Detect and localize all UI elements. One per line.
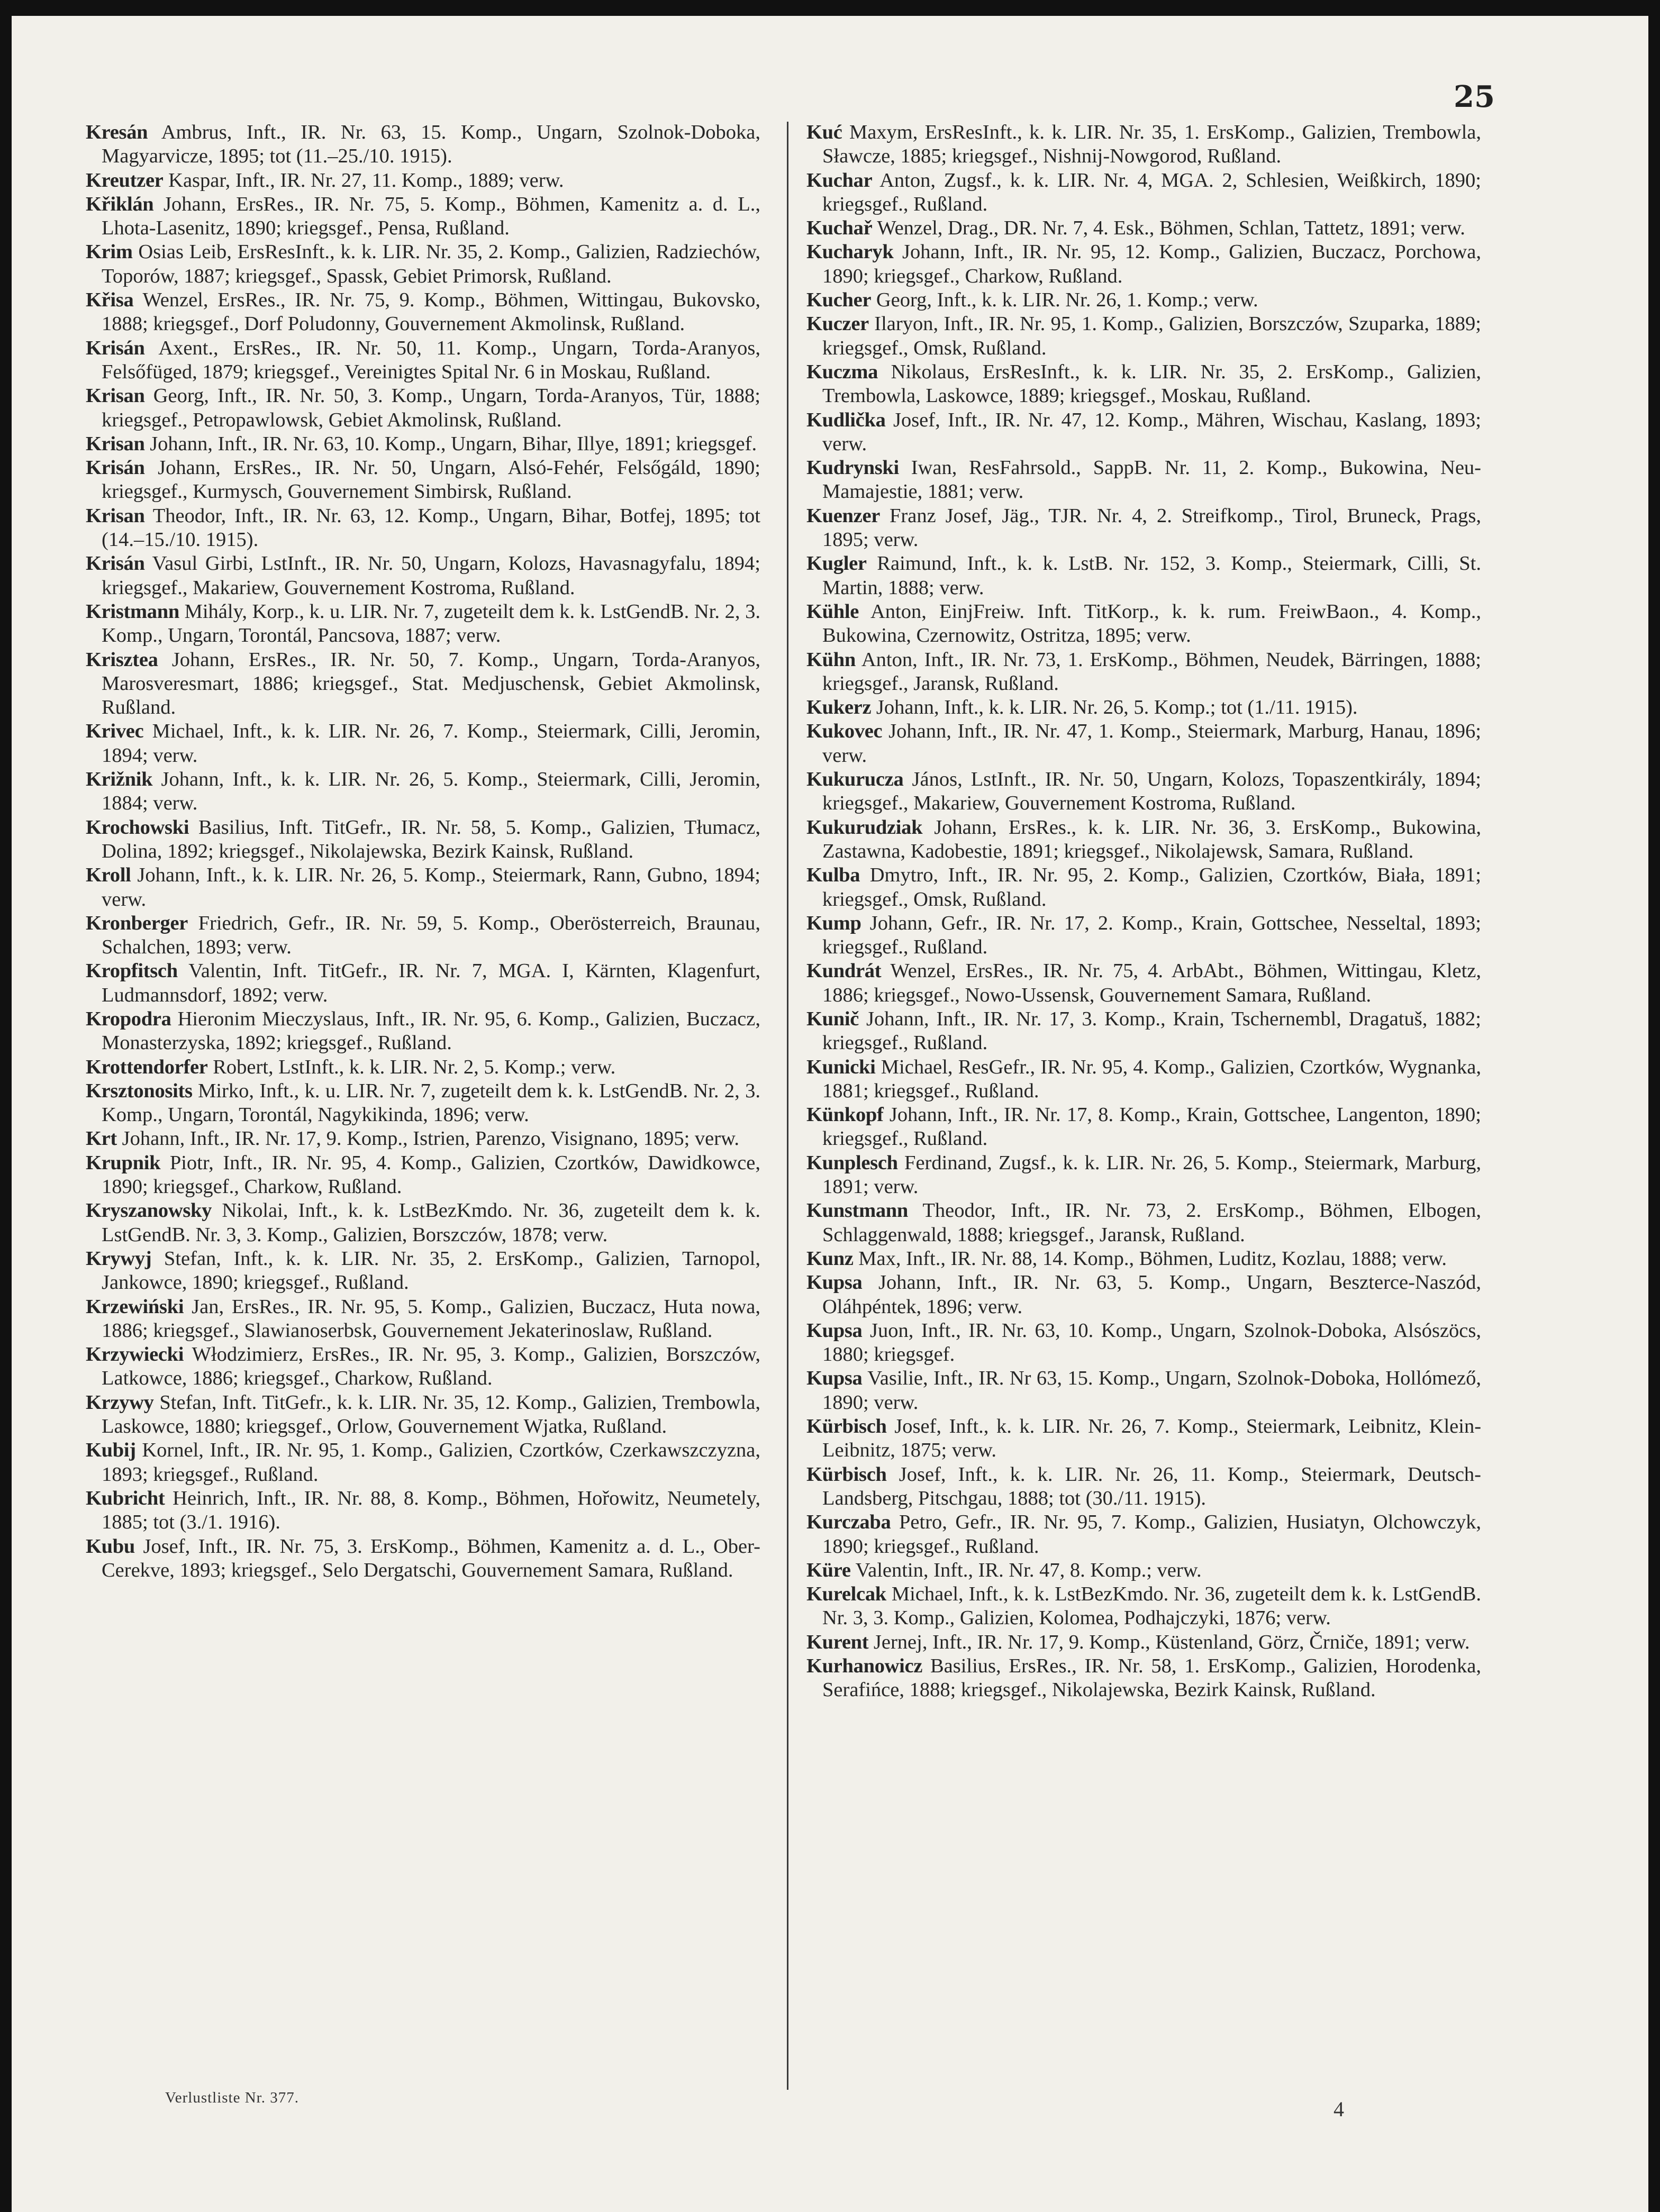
entry-surname: Kukerz xyxy=(806,696,872,719)
list-entry xyxy=(806,696,1481,720)
list-entry xyxy=(806,456,1481,504)
entry-details: Friedrich, Gefr., IR. Nr. 59, 5. Komp., Oberösterreich, Braunau, Schalchen, 1893; verw. xyxy=(102,912,761,959)
document-page xyxy=(12,16,1648,2212)
entry-details: Josef, Inft., k. k. LIR. Nr. 26, 11. Komp., Steiermark, Deutsch-Landsberg, Pitschgau, 1888; tot (30./11. 1915). xyxy=(822,1463,1481,1509)
entry-surname: Kryszanowsky xyxy=(86,1199,212,1222)
entry-details: Johann, Inft., k. k. LIR. Nr. 26, 5. Komp., Steiermark, Rann, Gubno, 1894; verw. xyxy=(102,864,761,911)
list-entry xyxy=(86,504,760,552)
entry-details: Ferdinand, Zugsf., k. k. LIR. Nr. 26, 5. Komp., Steiermark, Marburg, 1891; verw. xyxy=(822,1151,1481,1198)
list-entry xyxy=(806,1510,1481,1559)
footer-issue-label: Verlustliste Nr. 377. xyxy=(165,2089,299,2106)
entry-details: Michael, Inft., k. k. LIR. Nr. 26, 7. Komp., Steiermark, Cilli, Jeromin, 1894; verw. xyxy=(102,720,761,767)
entry-surname: Krisan xyxy=(86,504,145,527)
entry-details: Michael, ResGefr., IR. Nr. 95, 4. Komp., Galizien, Czortków, Wygnanka, 1881; kriegsgef., Rußland. xyxy=(822,1055,1481,1102)
entry-details: Nikolai, Inft., k. k. LstBezKmdo. Nr. 36, zugeteilt dem k. k. LstGendB. Nr. 3, 3. Komp., Galizien, Borszczów, 1878; verw. xyxy=(102,1199,760,1246)
entry-details: Theodor, Inft., IR. Nr. 73, 2. ErsKomp., Böhmen, Elbogen, Schlaggenwald, 1888; kriegsgef., Jaransk, Rußland. xyxy=(822,1199,1482,1246)
entry-details: Wenzel, Drag., DR. Nr. 7, 4. Esk., Böhmen, Schlan, Tattetz, 1891; verw. xyxy=(877,217,1465,240)
entry-details: Osias Leib, ErsResInft., k. k. LIR. Nr. 35, 2. Komp., Galizien, Radziechów, Toporów, 1887; kriegsgef., Spassk, Gebiet Primorsk, Rußland. xyxy=(102,241,760,287)
entry-details: Theodor, Inft., IR. Nr. 63, 12. Komp., Ungarn, Bihar, Botfej, 1895; tot (14.–15./10. 1915). xyxy=(102,504,761,551)
list-entry xyxy=(806,1103,1481,1151)
entry-details: Johann, Inft., IR. Nr. 63, 10. Komp., Ungarn, Bihar, Illye, 1891; kriegsgef. xyxy=(150,432,757,455)
entry-surname: Kuć xyxy=(806,121,842,143)
list-entry xyxy=(806,959,1481,1007)
entry-surname: Kürbisch xyxy=(806,1463,887,1486)
entry-surname: Kubij xyxy=(86,1439,136,1462)
entry-details: Dmytro, Inft., IR. Nr. 95, 2. Komp., Galizien, Czortków, Biała, 1891; kriegsgef., Omsk, Rußland. xyxy=(822,864,1482,911)
entry-surname: Kühn xyxy=(806,648,856,671)
entry-surname: Kropfitsch xyxy=(86,960,178,982)
entry-details: Stefan, Inft. TitGefr., k. k. LIR. Nr. 35, 12. Komp., Galizien, Trembowla, Laskowce, 1880; kriegsgef., Orlow, Gouvernement Wjatka, Rußland. xyxy=(102,1391,760,1438)
entry-surname: Künkopf xyxy=(806,1104,884,1126)
entry-details: Johann, Inft., IR. Nr. 17, 9. Komp., Istrien, Parenzo, Visignano, 1895; verw. xyxy=(122,1127,740,1150)
entry-details: János, LstInft., IR. Nr. 50, Ungarn, Kolozs, Topaszentkirály, 1894; kriegsgef., Makariew, Gouvernement Kostroma, Rußland. xyxy=(822,768,1482,815)
entry-details: Ilaryon, Inft., IR. Nr. 95, 1. Komp., Galizien, Borszczów, Szuparka, 1889; kriegsgef., Omsk, Rußland. xyxy=(822,313,1481,359)
list-entry xyxy=(806,1415,1481,1463)
entry-details: Johann, Inft., IR. Nr. 47, 1. Komp., Steiermark, Marburg, Hanau, 1896; verw. xyxy=(822,720,1481,767)
list-entry xyxy=(86,1199,760,1247)
list-entry xyxy=(86,288,760,336)
list-entry xyxy=(86,432,760,456)
entry-surname: Kudlička xyxy=(806,408,886,431)
entry-details: Kaspar, Inft., IR. Nr. 27, 11. Komp., 1889; verw. xyxy=(168,169,564,192)
entry-surname: Kurelcak xyxy=(806,1583,886,1606)
entry-details: Anton, Inft., IR. Nr. 73, 1. ErsKomp., Böhmen, Neudek, Bärringen, 1888; kriegsgef., Jaransk, Rußland. xyxy=(822,648,1481,695)
entry-details: Hieronim Mieczyslaus, Inft., IR. Nr. 95, 6. Komp., Galizien, Buczacz, Monasterzyska, 1892; kriegsgef., Rußland. xyxy=(102,1007,760,1054)
list-entry xyxy=(806,504,1481,552)
entry-details: Johann, Inft., k. k. LIR. Nr. 26, 5. Komp.; tot (1./11. 1915). xyxy=(876,696,1358,719)
list-entry xyxy=(86,768,760,816)
entry-details: Basilius, Inft. TitGefr., IR. Nr. 58, 5. Komp., Galizien, Tłumacz, Dolina, 1892; kriegsgef., Nikolajewska, Bezirk Kainsk, Rußland. xyxy=(102,816,760,862)
entry-details: Jan, ErsRes., IR. Nr. 95, 5. Komp., Galizien, Buczacz, Huta nowa, 1886; kriegsgef., Slawianoserbsk, Gouvernement Jekaterinoslaw, Rußland. xyxy=(102,1295,761,1342)
entry-surname: Krsztonosits xyxy=(86,1079,193,1102)
left-column xyxy=(86,121,760,1582)
entry-surname: Kurczaba xyxy=(806,1511,891,1534)
column-divider xyxy=(787,122,788,2090)
entry-details: Juon, Inft., IR. Nr. 63, 10. Komp., Ungarn, Szolnok-Doboka, Alsószöcs, 1880; kriegsgef. xyxy=(822,1319,1482,1366)
entry-surname: Kupsa xyxy=(806,1367,863,1390)
list-entry xyxy=(806,1055,1481,1104)
entry-surname: Kropodra xyxy=(86,1007,171,1030)
entry-details: Mihály, Korp., k. u. LIR. Nr. 7, zugeteilt dem k. k. LstGendB. Nr. 2, 3. Komp., Ungarn, Torontál, Pancsova, 1887; verw. xyxy=(102,600,760,647)
list-entry xyxy=(806,288,1481,312)
entry-surname: Kresán xyxy=(86,121,148,143)
entry-details: Johann, Inft., k. k. LIR. Nr. 26, 5. Komp., Steiermark, Cilli, Jeromin, 1884; verw. xyxy=(102,768,760,815)
list-entry xyxy=(86,959,760,1007)
entry-surname: Kunicki xyxy=(806,1055,876,1078)
list-entry xyxy=(86,863,760,912)
entry-details: Axent., ErsRes., IR. Nr. 50, 11. Komp., Ungarn, Torda-Aranyos, Felsőfüged, 1879; kriegsgef., Vereinigtes Spital Nr. 6 in Moskau, Rußland. xyxy=(102,336,760,383)
entry-details: Johann, ErsRes., IR. Nr. 75, 5. Komp., Böhmen, Kamenitz a. d. L., Lhota-Lasenitz, 1890; kriegsgef., Pensa, Rußland. xyxy=(102,193,760,240)
entry-details: Jernej, Inft., IR. Nr. 17, 9. Komp., Küstenland, Görz, Črniče, 1891; verw. xyxy=(873,1631,1470,1653)
entry-details: Valentin, Inft., IR. Nr. 47, 8. Komp.; verw. xyxy=(855,1559,1202,1581)
list-entry xyxy=(806,240,1481,288)
list-entry xyxy=(806,312,1481,360)
list-entry xyxy=(86,600,760,648)
list-entry xyxy=(86,169,760,193)
entry-surname: Krisztea xyxy=(86,648,158,671)
entry-surname: Krisan xyxy=(86,385,145,407)
entry-surname: Kugler xyxy=(806,552,867,575)
list-entry xyxy=(806,1319,1481,1367)
entry-surname: Kronberger xyxy=(86,912,188,934)
entry-details: Georg, Inft., k. k. LIR. Nr. 26, 1. Komp.; verw. xyxy=(876,289,1258,312)
entry-surname: Kukovec xyxy=(806,720,883,743)
entry-details: Petro, Gefr., IR. Nr. 95, 7. Komp., Galizien, Husiatyn, Olchowczyk, 1890; kriegsgef., Rußland. xyxy=(822,1511,1482,1558)
list-entry xyxy=(86,121,760,169)
entry-surname: Kubu xyxy=(86,1535,135,1558)
entry-surname: Kürbisch xyxy=(806,1415,887,1438)
list-entry xyxy=(806,1247,1481,1271)
list-entry xyxy=(86,1151,760,1199)
list-entry xyxy=(86,240,760,288)
entry-details: Johann, Gefr., IR. Nr. 17, 2. Komp., Krain, Gottschee, Nesseltal, 1893; kriegsgef., Rußland. xyxy=(822,912,1482,959)
entry-surname: Křiklán xyxy=(86,193,154,215)
entry-details: Heinrich, Inft., IR. Nr. 88, 8. Komp., Böhmen, Hořowitz, Neumetely, 1885; tot (3./1. 1916). xyxy=(102,1487,761,1534)
list-entry xyxy=(86,384,760,432)
entry-details: Wenzel, ErsRes., IR. Nr. 75, 9. Komp., Böhmen, Wittingau, Bukovsko, 1888; kriegsgef., Dorf Poludonny, Gouvernement Akmolinsk, Rußland. xyxy=(102,289,761,335)
entry-surname: Krupnik xyxy=(86,1151,161,1174)
entry-surname: Kundrát xyxy=(806,960,882,982)
entry-details: Johann, ErsRes., k. k. LIR. Nr. 36, 3. ErsKomp., Bukowina, Zastawna, Kadobestie, 1891; kriegsgef., Nikolajewsk, Samara, Rußland. xyxy=(822,816,1482,862)
entry-details: Vasilie, Inft., IR. Nr 63, 15. Komp., Ungarn, Szolnok-Doboka, Hollómező, 1890; verw. xyxy=(822,1367,1481,1414)
entry-surname: Kurhanowicz xyxy=(806,1655,923,1677)
entry-surname: Kucher xyxy=(806,289,872,312)
entry-surname: Kulba xyxy=(806,864,860,887)
entry-surname: Kuczer xyxy=(806,313,869,335)
entry-details: Mirko, Inft., k. u. LIR. Nr. 7, zugeteilt dem k. k. LstGendB. Nr. 2, 3. Komp., Ungarn, Torontál, Nagykikinda, 1896; verw. xyxy=(102,1079,760,1126)
entry-details: Vasul Girbi, LstInft., IR. Nr. 50, Ungarn, Kolozs, Havasnagyfalu, 1894; kriegsgef., Makariew, Gouvernement Kostroma, Rußland. xyxy=(102,552,760,599)
list-entry xyxy=(86,336,760,385)
entry-surname: Krywyj xyxy=(86,1247,152,1270)
list-entry xyxy=(806,912,1481,960)
entry-surname: Krisán xyxy=(86,552,145,575)
entry-details: Johann, ErsRes., IR. Nr. 50, Ungarn, Alsó-Fehér, Felsőgáld, 1890; kriegsgef., Kurmysch, Gouvernement Simbirsk, Rußland. xyxy=(102,457,761,503)
entry-details: Włodzimierz, ErsRes., IR. Nr. 95, 3. Komp., Galizien, Borszczów, Latkowce, 1886; kriegsgef., Charkow, Rußland. xyxy=(102,1343,760,1390)
list-entry xyxy=(806,768,1481,816)
entry-details: Stefan, Inft., k. k. LIR. Nr. 35, 2. ErsKomp., Galizien, Tarnopol, Jankowce, 1890; kriegsgef., Rußland. xyxy=(102,1247,761,1294)
entry-surname: Kunz xyxy=(806,1247,854,1270)
entry-details: Piotr, Inft., IR. Nr. 95, 4. Komp., Galizien, Czortków, Dawidkowce, 1890; kriegsgef., Charkow, Rußland. xyxy=(102,1151,760,1198)
list-entry xyxy=(86,1007,760,1055)
entry-details: Josef, Inft., IR. Nr. 75, 3. ErsKomp., Böhmen, Kamenitz a. d. L., Ober-Cerekve, 1893; kriegsgef., Selo Dergatschi, Gouvernement Samara, Rußland. xyxy=(102,1535,760,1581)
entry-surname: Kubricht xyxy=(86,1487,165,1509)
list-entry xyxy=(86,1391,760,1439)
entry-surname: Kroll xyxy=(86,864,131,887)
entry-surname: Küre xyxy=(806,1559,851,1581)
entry-surname: Krzywiecki xyxy=(86,1343,184,1366)
list-entry xyxy=(806,1654,1481,1703)
list-entry xyxy=(806,1582,1481,1631)
list-entry xyxy=(806,648,1481,696)
list-entry xyxy=(86,1487,760,1535)
list-entry xyxy=(86,1079,760,1127)
list-entry xyxy=(86,552,760,600)
list-entry xyxy=(806,1271,1481,1319)
entry-surname: Kunič xyxy=(806,1007,859,1030)
entry-details: Max, Inft., IR. Nr. 88, 14. Komp., Böhmen, Luditz, Kozlau, 1888; verw. xyxy=(858,1247,1447,1270)
entry-details: Johann, Inft., IR. Nr. 17, 8. Komp., Krain, Gottschee, Langenton, 1890; kriegsgef., Rußland. xyxy=(822,1104,1482,1150)
entry-surname: Krt xyxy=(86,1127,117,1150)
list-entry xyxy=(86,1535,760,1583)
entry-surname: Kreutzer xyxy=(86,169,164,192)
entry-surname: Kukurudziak xyxy=(806,816,923,839)
entry-details: Michael, Inft., k. k. LstBezKmdo. Nr. 36, zugeteilt dem k. k. LstGendB. Nr. 3, 3. Komp., Galizien, Kolomea, Podhajczyki, 1876; verw. xyxy=(822,1583,1481,1630)
entry-surname: Krochowski xyxy=(86,816,189,839)
entry-surname: Krim xyxy=(86,241,133,263)
entry-surname: Krottendorfer xyxy=(86,1055,208,1078)
entry-details: Iwan, ResFahrsold., SappB. Nr. 11, 2. Komp., Bukowina, Neu-Mamajestie, 1881; verw. xyxy=(822,457,1481,503)
list-entry xyxy=(806,1367,1481,1415)
entry-surname: Krivec xyxy=(86,720,144,743)
list-entry xyxy=(806,169,1481,217)
right-column xyxy=(806,121,1481,1703)
list-entry xyxy=(806,1463,1481,1511)
entry-details: Johann, Inft., IR. Nr. 17, 3. Komp., Krain, Tschernembl, Dragatuš, 1882; kriegsgef., Rußland. xyxy=(822,1007,1482,1054)
entry-details: Johann, ErsRes., IR. Nr. 50, 7. Komp., Ungarn, Torda-Aranyos, Marosveresmart, 1886; kriegsgef., Stat. Medjuschensk, Gebiet Akmolinsk, Rußland. xyxy=(102,648,761,719)
list-entry xyxy=(806,1199,1481,1247)
entry-surname: Krisan xyxy=(86,432,145,455)
list-entry xyxy=(806,816,1481,864)
entry-details: Anton, EinjFreiw. Inft. TitKorp., k. k. rum. FreiwBaon., 4. Komp., Bukowina, Czernowitz, Ostritza, 1895; verw. xyxy=(822,600,1481,647)
list-entry xyxy=(806,600,1481,648)
entry-details: Josef, Inft., k. k. LIR. Nr. 26, 7. Komp., Steiermark, Leibnitz, Klein-Leibnitz, 1875; verw. xyxy=(822,1415,1482,1462)
list-entry xyxy=(86,648,760,720)
list-entry xyxy=(86,816,760,864)
entry-surname: Kuchař xyxy=(806,217,873,240)
entry-details: Josef, Inft., IR. Nr. 47, 12. Komp., Mähren, Wischau, Kaslang, 1893; verw. xyxy=(822,408,1481,455)
entry-details: Kornel, Inft., IR. Nr. 95, 1. Komp., Galizien, Czortków, Czerkawszczyzna, 1893; kriegsgef., Rußland. xyxy=(102,1439,761,1486)
list-entry xyxy=(806,552,1481,600)
entry-details: Johann, Inft., IR. Nr. 95, 12. Komp., Galizien, Buczacz, Porchowa, 1890; kriegsgef., Charkow, Rußland. xyxy=(822,241,1482,287)
list-entry xyxy=(86,912,760,960)
entry-details: Raimund, Inft., k. k. LstB. Nr. 152, 3. Komp., Steiermark, Cilli, St. Martin, 1888; verw. xyxy=(822,552,1482,599)
list-entry xyxy=(86,1295,760,1343)
entry-details: Basilius, ErsRes., IR. Nr. 58, 1. ErsKomp., Galizien, Horodenka, Serafińce, 1888; kriegsgef., Nikolajewska, Bezirk Kainsk, Rußland. xyxy=(822,1655,1482,1701)
entry-surname: Kupsa xyxy=(806,1271,863,1294)
entry-details: Franz Josef, Jäg., TJR. Nr. 4, 2. Streifkomp., Tirol, Bruneck, Prags, 1895; verw. xyxy=(822,504,1482,551)
entry-details: Robert, LstInft., k. k. LIR. Nr. 2, 5. Komp.; verw. xyxy=(213,1055,616,1078)
list-entry xyxy=(86,1439,760,1487)
entry-surname: Kudrynski xyxy=(806,457,899,479)
entry-surname: Krisán xyxy=(86,336,145,359)
list-entry xyxy=(86,1055,760,1079)
entry-surname: Krzywy xyxy=(86,1391,154,1414)
entry-details: Johann, Inft., IR. Nr. 63, 5. Komp., Ungarn, Beszterce-Naszód, Oláhpéntek, 1896; verw. xyxy=(822,1271,1482,1318)
entry-details: Nikolaus, ErsResInft., k. k. LIR. Nr. 35, 2. ErsKomp., Galizien, Trembowla, Laskowce, 1889; kriegsgef., Moskau, Rußland. xyxy=(822,360,1482,407)
list-entry xyxy=(806,1631,1481,1654)
entry-surname: Kurent xyxy=(806,1631,869,1653)
entry-surname: Kuchar xyxy=(806,169,873,192)
list-entry xyxy=(806,1559,1481,1582)
entry-surname: Kucharyk xyxy=(806,241,894,263)
list-entry xyxy=(806,1007,1481,1055)
entry-details: Maxym, ErsResInft., k. k. LIR. Nr. 35, 1. ErsKomp., Galizien, Trembowla, Sławcze, 1885; kriegsgef., Nishnij-Nowgorod, Rußland. xyxy=(822,121,1481,168)
list-entry xyxy=(806,216,1481,240)
entry-surname: Kunplesch xyxy=(806,1151,898,1174)
list-entry xyxy=(86,1127,760,1151)
entry-details: Valentin, Inft. TitGefr., IR. Nr. 7, MGA. I, Kärnten, Klagenfurt, Ludmannsdorf, 1892; verw. xyxy=(102,960,760,1006)
entry-surname: Kuczma xyxy=(806,360,878,383)
entry-surname: Křisa xyxy=(86,289,134,312)
entry-surname: Kuenzer xyxy=(806,504,881,527)
entry-surname: Krisán xyxy=(86,457,145,479)
entry-details: Wenzel, ErsRes., IR. Nr. 75, 4. ArbAbt., Böhmen, Wittingau, Kletz, 1886; kriegsgef., Nowo-Ussensk, Gouvernement Samara, Rußland. xyxy=(822,960,1481,1006)
list-entry xyxy=(86,1343,760,1391)
entry-surname: Križnik xyxy=(86,768,153,791)
entry-surname: Kunstmann xyxy=(806,1199,909,1222)
entry-surname: Krzewiński xyxy=(86,1295,184,1318)
list-entry xyxy=(806,121,1481,169)
list-entry xyxy=(806,1151,1481,1199)
list-entry xyxy=(86,720,760,768)
list-entry xyxy=(806,360,1481,408)
list-entry xyxy=(806,720,1481,768)
entry-surname: Kukurucza xyxy=(806,768,904,791)
list-entry xyxy=(86,1247,760,1295)
entry-surname: Kristmann xyxy=(86,600,179,623)
entry-surname: Kump xyxy=(806,912,861,934)
entry-surname: Kühle xyxy=(806,600,859,623)
footer-signature-mark: 4 xyxy=(1334,2097,1344,2121)
entry-details: Georg, Inft., IR. Nr. 50, 3. Komp., Ungarn, Torda-Aranyos, Tür, 1888; kriegsgef., Petropawlowsk, Gebiet Akmolinsk, Rußland. xyxy=(102,385,760,431)
list-entry xyxy=(806,408,1481,457)
list-entry xyxy=(806,863,1481,912)
list-entry xyxy=(86,193,760,241)
entry-details: Anton, Zugsf., k. k. LIR. Nr. 4, MGA. 2, Schlesien, Weißkirch, 1890; kriegsgef., Rußland. xyxy=(822,169,1481,215)
list-entry xyxy=(86,456,760,504)
page-number: 25 xyxy=(1454,79,1495,114)
entry-details: Ambrus, Inft., IR. Nr. 63, 15. Komp., Ungarn, Szolnok-Doboka, Magyarvicze, 1895; tot (11.–25./10. 1915). xyxy=(102,121,760,168)
entry-surname: Kupsa xyxy=(806,1319,863,1342)
